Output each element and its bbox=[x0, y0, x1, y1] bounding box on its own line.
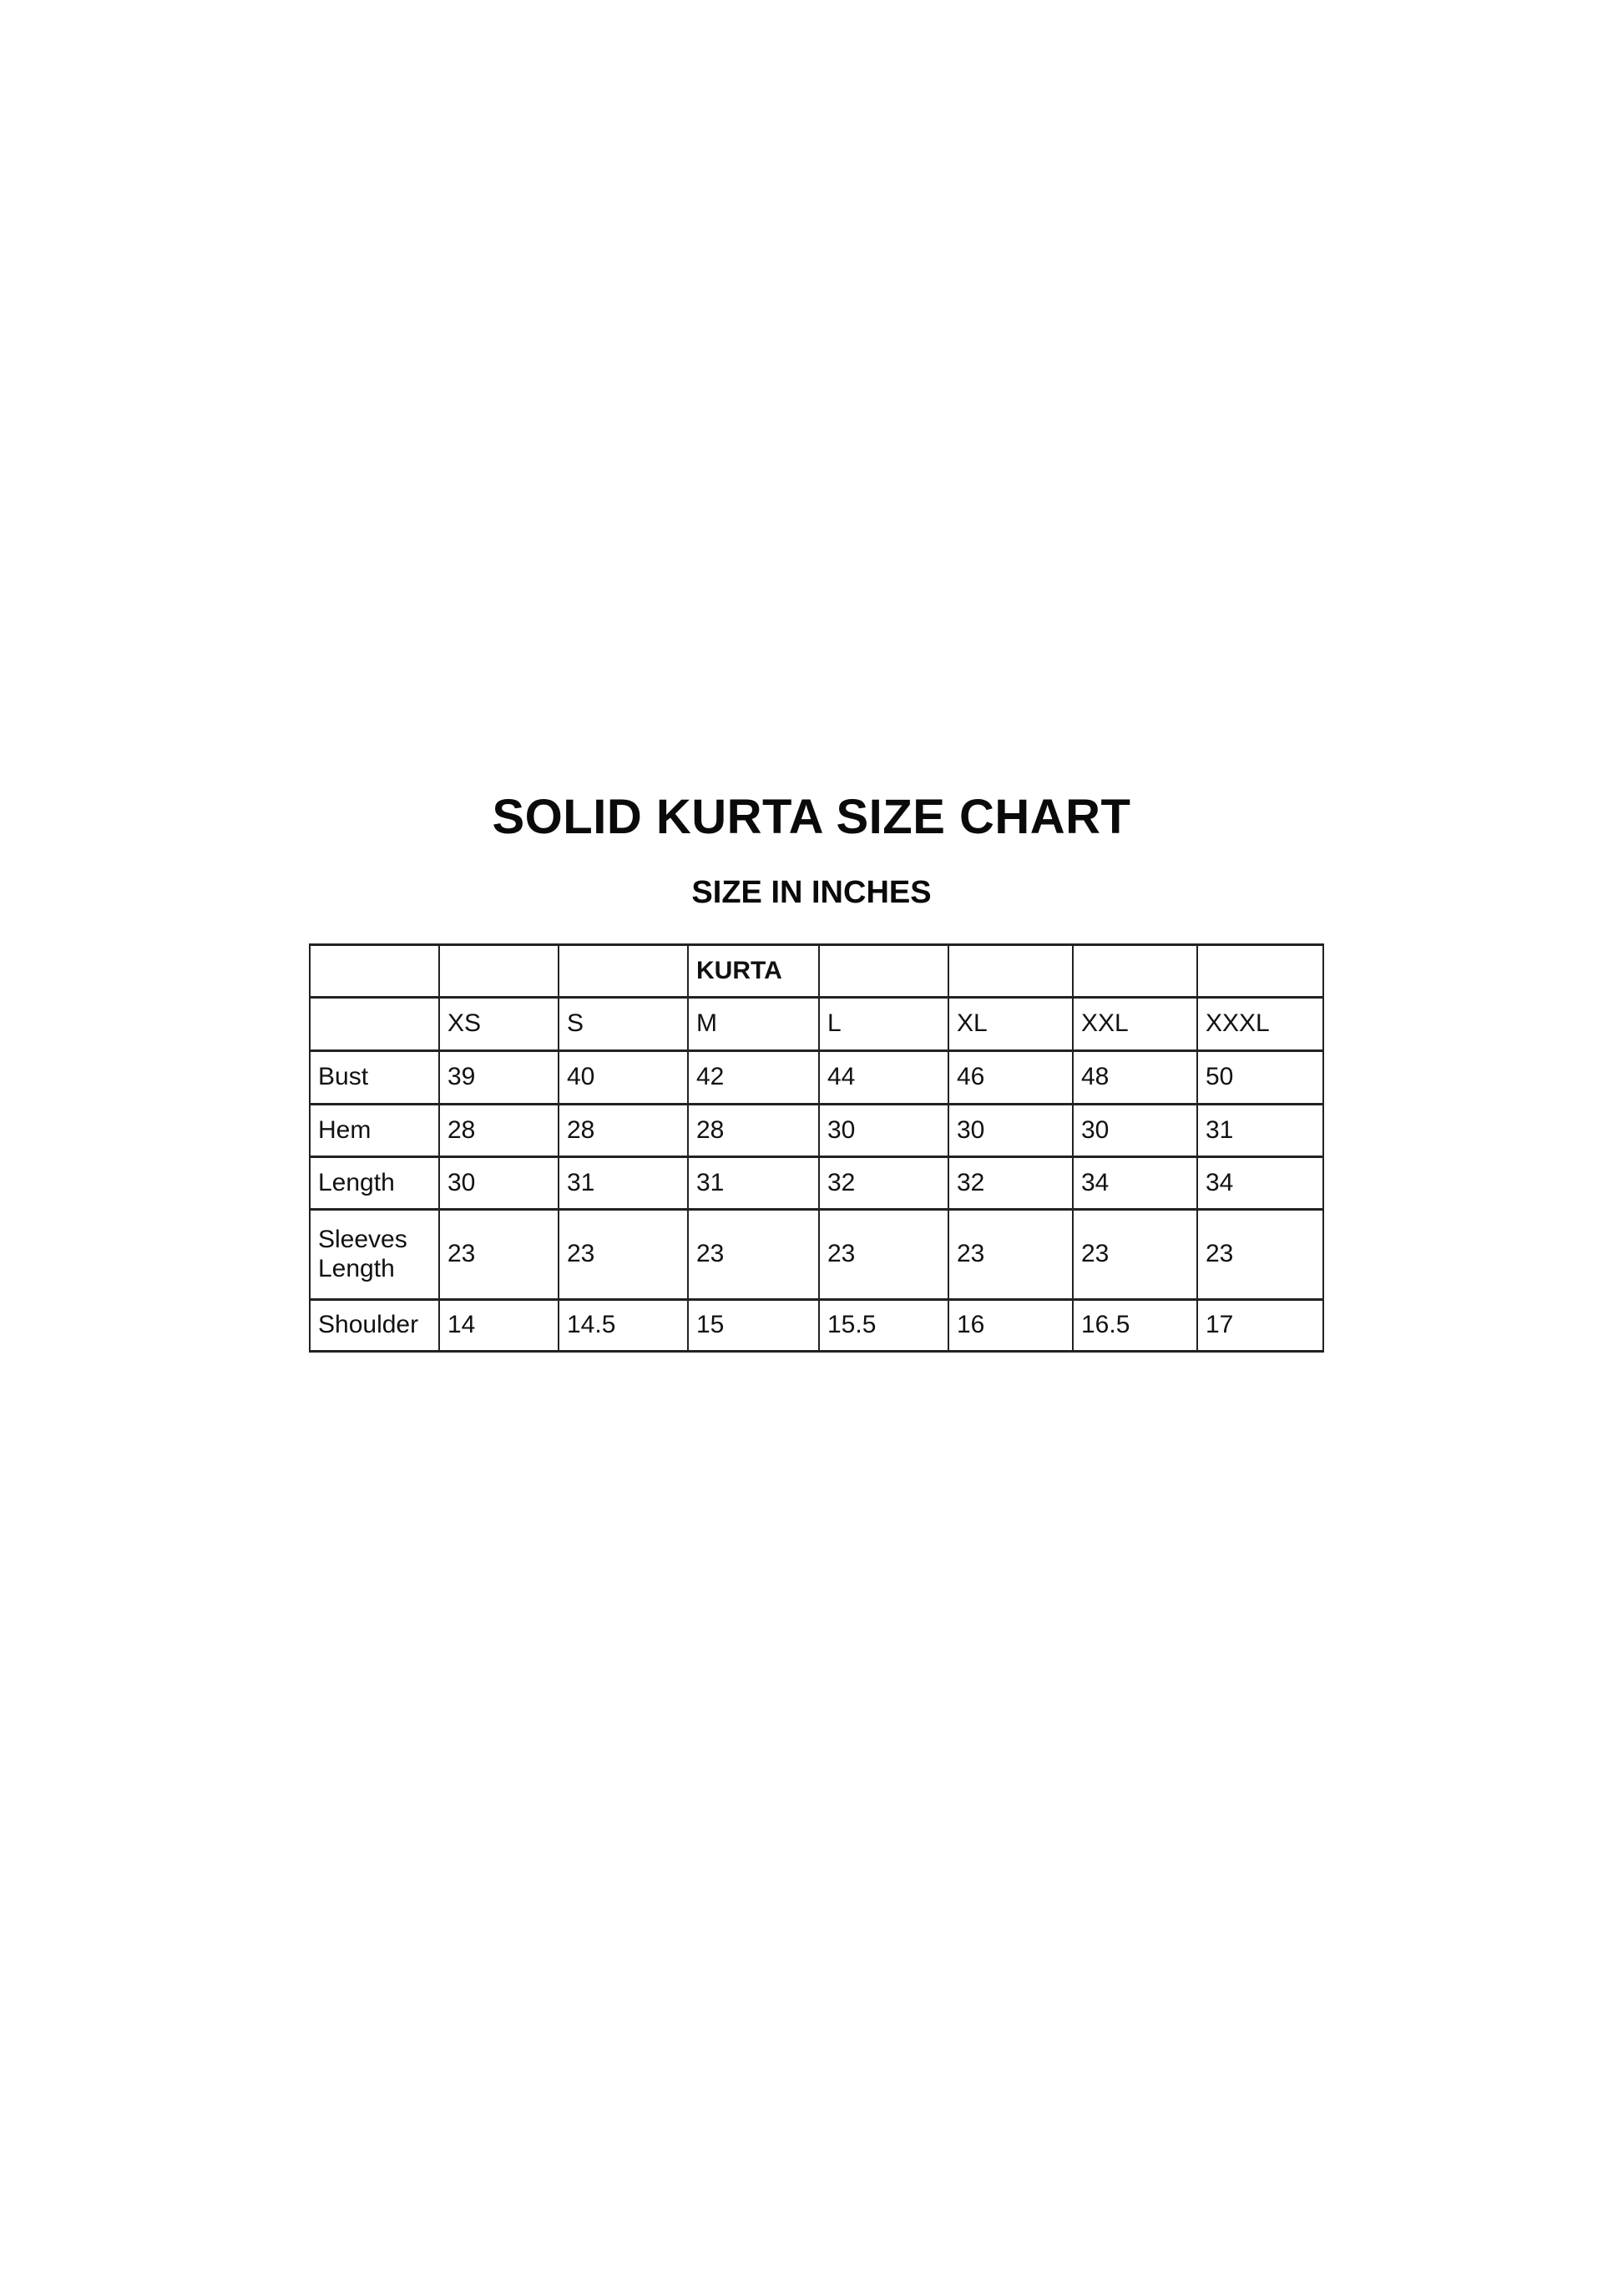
size-header-cell: XS bbox=[439, 998, 559, 1051]
value-cell: 17 bbox=[1197, 1300, 1323, 1352]
empty-cell bbox=[1197, 945, 1323, 998]
empty-cell bbox=[559, 945, 688, 998]
empty-cell bbox=[439, 945, 559, 998]
value-cell: 30 bbox=[819, 1105, 948, 1157]
value-cell: 34 bbox=[1197, 1157, 1323, 1210]
table-row-group-header bbox=[310, 945, 1323, 998]
corner-cell bbox=[310, 998, 439, 1051]
value-cell: 31 bbox=[688, 1157, 819, 1210]
value-cell: 23 bbox=[688, 1210, 819, 1300]
size-header-cell: L bbox=[819, 998, 948, 1051]
row-label-cell: Length bbox=[310, 1157, 439, 1210]
value-cell: 28 bbox=[439, 1105, 559, 1157]
value-cell: 40 bbox=[559, 1051, 688, 1105]
empty-cell bbox=[948, 945, 1073, 998]
empty-cell bbox=[310, 945, 439, 998]
value-cell: 23 bbox=[819, 1210, 948, 1300]
table-row bbox=[310, 1051, 1323, 1105]
size-header-cell: XL bbox=[948, 998, 1073, 1051]
value-cell: 30 bbox=[948, 1105, 1073, 1157]
value-cell: 23 bbox=[559, 1210, 688, 1300]
value-cell: 23 bbox=[948, 1210, 1073, 1300]
empty-cell bbox=[1073, 945, 1197, 998]
size-chart-table bbox=[309, 943, 1324, 1353]
size-header-cell: M bbox=[688, 998, 819, 1051]
value-cell: 23 bbox=[1197, 1210, 1323, 1300]
value-cell: 34 bbox=[1073, 1157, 1197, 1210]
group-header-cell: KURTA bbox=[688, 945, 819, 998]
value-cell: 39 bbox=[439, 1051, 559, 1105]
size-header-cell: XXL bbox=[1073, 998, 1197, 1051]
table-row-size-headers bbox=[310, 998, 1323, 1051]
table-row bbox=[310, 1210, 1323, 1300]
value-cell: 32 bbox=[948, 1157, 1073, 1210]
page-title: SOLID KURTA SIZE CHART bbox=[492, 790, 1131, 844]
value-cell: 48 bbox=[1073, 1051, 1197, 1105]
value-cell: 15.5 bbox=[819, 1300, 948, 1352]
value-cell: 15 bbox=[688, 1300, 819, 1352]
value-cell: 23 bbox=[1073, 1210, 1197, 1300]
value-cell: 50 bbox=[1197, 1051, 1323, 1105]
row-label-cell: Hem bbox=[310, 1105, 439, 1157]
row-label-cell: Bust bbox=[310, 1051, 439, 1105]
table-row bbox=[310, 1300, 1323, 1352]
table-row bbox=[310, 1157, 1323, 1210]
value-cell: 42 bbox=[688, 1051, 819, 1105]
value-cell: 14 bbox=[439, 1300, 559, 1352]
page-subtitle: SIZE IN INCHES bbox=[691, 875, 932, 910]
row-label-cell: Shoulder bbox=[310, 1300, 439, 1352]
value-cell: 30 bbox=[1073, 1105, 1197, 1157]
size-chart-body bbox=[310, 945, 1323, 1352]
value-cell: 28 bbox=[559, 1105, 688, 1157]
value-cell: 23 bbox=[439, 1210, 559, 1300]
value-cell: 31 bbox=[1197, 1105, 1323, 1157]
value-cell: 16 bbox=[948, 1300, 1073, 1352]
value-cell: 31 bbox=[559, 1157, 688, 1210]
value-cell: 16.5 bbox=[1073, 1300, 1197, 1352]
value-cell: 44 bbox=[819, 1051, 948, 1105]
size-header-cell: S bbox=[559, 998, 688, 1051]
size-header-cell: XXXL bbox=[1197, 998, 1323, 1051]
value-cell: 14.5 bbox=[559, 1300, 688, 1352]
value-cell: 32 bbox=[819, 1157, 948, 1210]
row-label-cell: Sleeves Length bbox=[310, 1210, 439, 1300]
empty-cell bbox=[819, 945, 948, 998]
value-cell: 46 bbox=[948, 1051, 1073, 1105]
table-row bbox=[310, 1105, 1323, 1157]
value-cell: 30 bbox=[439, 1157, 559, 1210]
value-cell: 28 bbox=[688, 1105, 819, 1157]
